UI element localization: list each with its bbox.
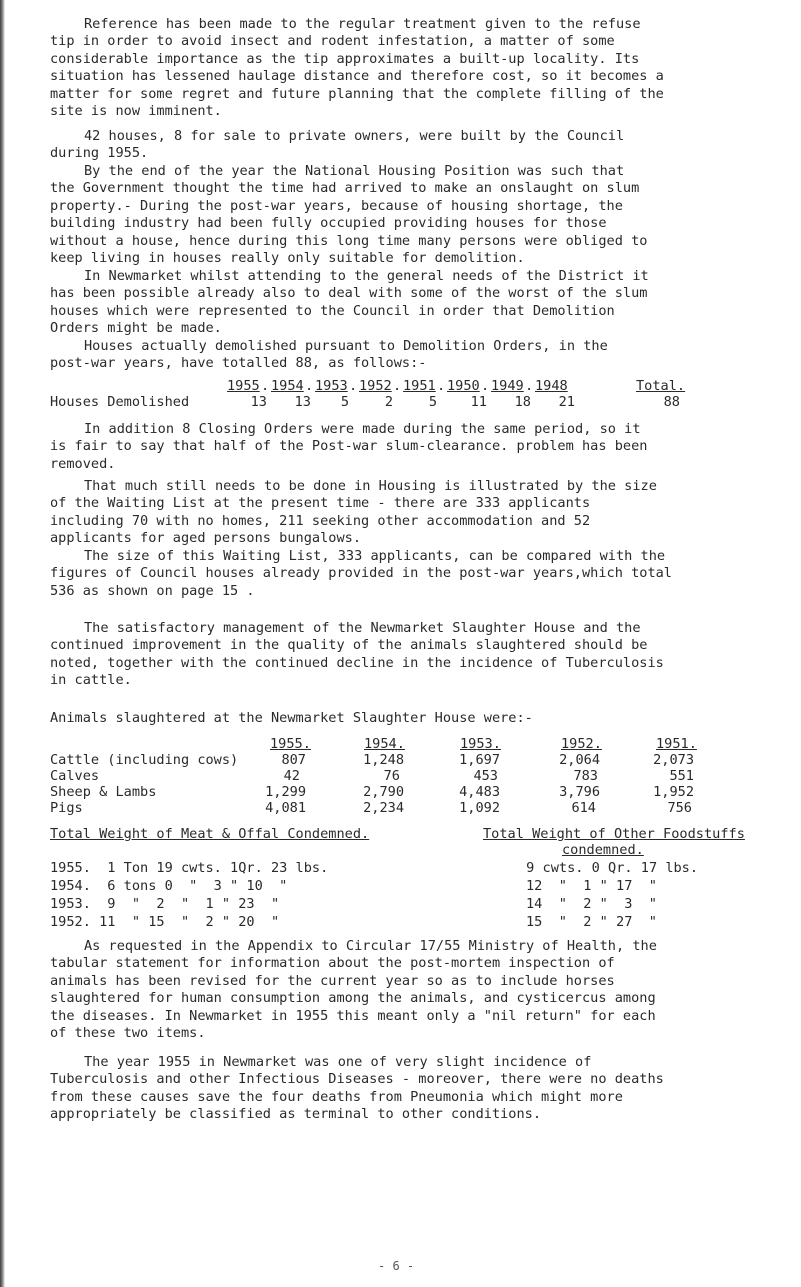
text-line: is fair to say that half of the Post-war slum-clearance. problem has been (50, 438, 648, 455)
text-line: The satisfactory management of the Newmarket Slaughter House and the (84, 620, 641, 636)
text-line: without a house, hence during this long time many persons were obliged to (50, 232, 648, 249)
slaughter-value: 76 (383, 768, 400, 784)
text-line: situation has lessened haulage distance and therefore cost, so it becomes a (50, 68, 664, 85)
text-line: noted, together with the continued decline in the incidence of Tuberculosis (50, 654, 664, 671)
slaughter-value: 3,796 (559, 784, 600, 800)
text-line: of these two items. (50, 1025, 206, 1042)
slaughter-row-label: Pigs (50, 800, 83, 816)
slaughter-value: 783 (573, 768, 598, 784)
meat-condemned-row: 1953. 9 " 2 " 1 " 23 " (50, 896, 280, 912)
text-line: As requested in the Appendix to Circular 17/55 Ministry of Health, the (84, 938, 657, 954)
slaughter-value: 756 (667, 800, 692, 816)
text-line: has been possible already also to deal with some of the worst of the slum (50, 285, 648, 302)
other-condemned-row: 9 cwts. 0 Qr. 17 lbs. (518, 860, 699, 876)
slaughter-year: 1951. (656, 736, 697, 752)
meat-condemned-row: 1954. 6 tons 0 " 3 " 10 " (50, 878, 288, 894)
slaughter-row-label: Sheep & Lambs (50, 784, 157, 800)
text-line: Orders might be made. (50, 320, 222, 337)
slaughter-intro: Animals slaughtered at the Newmarket Slaughter House were:- (50, 710, 533, 726)
text-line: That much still needs to be done in Housing is illustrated by the size (84, 478, 657, 494)
paragraph-newmarket-slum (50, 268, 780, 338)
demolition-value: 21 (558, 394, 575, 410)
slaughter-row-label: Cattle (including cows) (50, 752, 239, 768)
text-line: Houses actually demolished pursuant to Demolition Orders, in the (84, 338, 608, 354)
slaughter-value: 2,234 (363, 800, 404, 816)
other-condemned-heading-2: condemned. (562, 842, 644, 858)
text-line: removed. (50, 455, 116, 472)
slaughter-year: 1952. (561, 736, 602, 752)
demolition-value: 11 (470, 394, 487, 410)
paragraph-infectious-diseases (50, 1054, 780, 1124)
text-line: including 70 with no homes, 211 seeking other accommodation and 52 (50, 512, 591, 529)
paragraph-circular (50, 938, 780, 1042)
text-line: the Government thought the time had arrived to make an onslaught on slum (50, 180, 640, 197)
text-line: slaughtered for human consumption among the animals, and cysticercus among (50, 990, 656, 1007)
text-line: By the end of the year the National Housing Position was such that (84, 163, 625, 179)
slaughter-value: 2,064 (559, 752, 600, 768)
paragraph-houses-demolished (50, 338, 780, 373)
text-line: site is now imminent. (50, 103, 222, 120)
page-number: - 6 - (378, 1259, 415, 1273)
paragraph-national-housing (50, 163, 780, 267)
slaughter-value: 4,081 (265, 800, 306, 816)
paragraph-houses-built (50, 128, 780, 163)
text-line: from these causes save the four deaths from Pneumonia which might more (50, 1088, 623, 1105)
text-line: appropriately be classified as terminal to other conditions. (50, 1106, 542, 1123)
paragraph-slaughter-house (50, 620, 780, 690)
demolition-year: 1951 (403, 378, 436, 394)
demolition-row-label: Houses Demolished (50, 394, 190, 410)
text-line: tabular statement for information about the post-mortem inspection of (50, 955, 615, 972)
text-line: The year 1955 in Newmarket was one of very slight incidence of (84, 1054, 592, 1070)
demolition-value: 18 (514, 394, 531, 410)
text-line: The size of this Waiting List, 333 applicants, can be compared with the (84, 548, 666, 564)
text-line: houses which were represented to the Council in order that Demolition (50, 302, 615, 319)
demolition-value: 5 (428, 394, 437, 410)
text-line: Tuberculosis and other Infectious Diseases - moreover, there were no deaths (50, 1071, 664, 1088)
paragraph-refuse-tip (50, 16, 780, 120)
demolition-value: 5 (340, 394, 349, 410)
text-line: the diseases. In Newmarket in 1955 this meant only a "nil return" for each (50, 1007, 656, 1024)
text-line: keep living in houses really only suitable for demolition. (50, 250, 525, 267)
paragraph-waiting-list-comparison (50, 548, 780, 600)
other-condemned-row: 12 " 1 " 17 " (526, 878, 657, 894)
text-line: figures of Council houses already provided in the post-war years,which total (50, 565, 672, 582)
demolition-year: 1955 (227, 378, 260, 394)
paragraph-waiting-list (50, 478, 780, 548)
scan-edge-shadow (0, 0, 5, 1287)
demolition-year: 1949 (491, 378, 524, 394)
text-line: In addition 8 Closing Orders were made during the same period, so it (84, 421, 641, 437)
text-line: considerable importance as the tip approximates a built-up locality. Its (50, 50, 640, 67)
slaughter-value: 1,299 (265, 784, 306, 800)
demolition-year: 1948 (535, 378, 568, 394)
slaughter-value: 614 (571, 800, 596, 816)
demolition-value: 13 (294, 394, 311, 410)
slaughter-value: 1,092 (459, 800, 500, 816)
demolition-year: 1954 (271, 378, 304, 394)
paragraph-closing-orders (50, 421, 780, 473)
text-line: In Newmarket whilst attending to the general needs of the District it (84, 268, 649, 284)
demolition-year: 1952 (359, 378, 392, 394)
text-line: in cattle. (50, 672, 132, 689)
other-condemned-row: 14 " 2 " 3 " (526, 896, 657, 912)
meat-condemned-row: 1952. 11 " 15 " 2 " 20 " (50, 914, 280, 930)
demolition-value: 13 (250, 394, 267, 410)
demolition-value: 2 (384, 394, 393, 410)
text-line: post-war years, have totalled 88, as follows:- (50, 355, 427, 372)
slaughter-year: 1954. (364, 736, 405, 752)
slaughter-value: 1,248 (363, 752, 404, 768)
slaughter-value: 4,483 (459, 784, 500, 800)
meat-condemned-row: 1955. 1 Ton 19 cwts. 1Qr. 23 lbs. (50, 860, 329, 876)
text-line: applicants for aged persons bungalows. (50, 530, 361, 547)
document-page: Reference has been made to the regular treatment given to the refuse tip in order to avoid insect and rodent infestation, a matter of some considerable importance as the tip approximates a built-up locality. Its situation has lessened haulage distance and therefore cost, so it becomes a matter for some regret and future planning that the complete filling of the site is now imminent. 42 houses, 8 for sale to private owners, were built by the Council during 1955. By the end of the year the National Housing Position was such that the Government thought the time had arrived to make an onslaught on slum property.- During the post-war years, because of housing shortage, the building industry had been fully occupied providing houses for those without a house, hence during this long time many persons were obliged to keep living in houses really only suitable for demolition. In Newmarket whilst attending to the general needs of the District it has been possible already also to deal with some of the worst of the slum houses which were represented to the Council in order that Demolition Orders might be made. Houses actually demolished pursuant to Demolition Orders, in the post-war years, have totalled 88, as follows:- 1955 . 1954 . 1953 . 1952 . 1951 . 1950 . 1949 . 1948 Total. Houses Demolished 13 13 5 2 5 11 18 21 88 In addition 8 Closing Orders were made during the same period, so it is fair to say that half of the Post-war slum-clearance. problem has been removed. That much still needs to be done in Housing is illustrated by the size of the Waiting List at the present time - there are 333 applicants including 70 with no homes, 211 seeking other accommodation and 52 applicants for aged persons bungalows. The size of this Waiting List, 333 applicants, can be compared with the figures of Council houses already provided in the post-war years,which total 536 as shown on page 15 . The satisfactory management of the Newmarket Slaughter House and the continued improvement in the quality of the animals slaughtered should be noted, together with the continued decline in the incidence of Tuberculosis in cattle. Animals slaughtered at the Newmarket Slaughter House were:- 1955. 1954. 1953. 1952. 1951. Cattle (including cows) 807 1,248 1,697 2,064 2,073 Calves 42 76 453 783 551 Sheep & Lambs 1,299 2,790 4,483 3,796 1,952 Pigs 4,081 2,234 1,092 614 756 Total Weight of Meat & Offal Condemned. Total Weight of Other Foodstuffs condemned. 1955. 1 Ton 19 cwts. 1Qr. 23 lbs. 1954. 6 tons 0 " 3 " 10 " 1953. 9 " 2 " 1 " 23 " 1952. 11 " 15 " 2 " 20 " 9 cwts. 0 Qr. 17 lbs. 12 " 1 " 17 " 14 " 2 " 3 " 15 " 2 " 27 " As requested in the Appendix to Circular 17/55 Ministry of Health, the tabular statement for information about the post-mortem inspection of animals has been revised for the current year so as to include horses slaughtered for human consumption among the animals, and cysticercus among the diseases. In Newmarket in 1955 this meant only a "nil return" for each of these two items. The year 1955 in Newmarket was one of very slight incidence of Tuberculosis and other Infectious Diseases - moreover, there were no deaths from these causes save the four deaths from Pneumonia which might more appropriately be classified as terminal to other conditions. - 6 - (0, 0, 801, 1287)
text-line: 42 houses, 8 for sale to private owners, were built by the Council (84, 128, 625, 144)
text-line: tip in order to avoid insect and rodent infestation, a matter of some (50, 33, 615, 50)
slaughter-value: 2,073 (653, 752, 694, 768)
slaughter-value: 1,952 (653, 784, 694, 800)
slaughter-row-label: Calves (50, 768, 100, 784)
demolition-total-label: Total. (636, 378, 686, 394)
text-line: 536 as shown on page 15 . (50, 582, 255, 599)
text-line: animals has been revised for the current year so as to include horses (50, 972, 615, 989)
demolition-total: 88 (663, 394, 680, 410)
text-line: building industry had been fully occupied providing houses for those (50, 215, 607, 232)
slaughter-value: 453 (473, 768, 498, 784)
demolition-year: 1950 (447, 378, 480, 394)
text-line: of the Waiting List at the present time - there are 333 applicants (50, 495, 591, 512)
meat-condemned-heading: Total Weight of Meat & Offal Condemned. (50, 826, 370, 842)
text-line: during 1955. (50, 145, 149, 162)
text-line: property.- During the post-war years, because of housing shortage, the (50, 197, 623, 214)
slaughter-year: 1955. (270, 736, 311, 752)
other-condemned-heading: Total Weight of Other Foodstuffs (483, 826, 745, 842)
slaughter-year: 1953. (460, 736, 501, 752)
slaughter-value: 1,697 (459, 752, 500, 768)
other-condemned-row: 15 " 2 " 27 " (526, 914, 657, 930)
slaughter-value: 2,790 (363, 784, 404, 800)
slaughter-value: 42 (283, 768, 300, 784)
text-line: Reference has been made to the regular treatment given to the refuse (84, 16, 641, 32)
slaughter-value: 551 (669, 768, 694, 784)
slaughter-value: 807 (281, 752, 306, 768)
text-line: matter for some regret and future planning that the complete filling of the (50, 85, 664, 102)
demolition-year: 1953 (315, 378, 348, 394)
text-line: continued improvement in the quality of the animals slaughtered should be (50, 637, 648, 654)
